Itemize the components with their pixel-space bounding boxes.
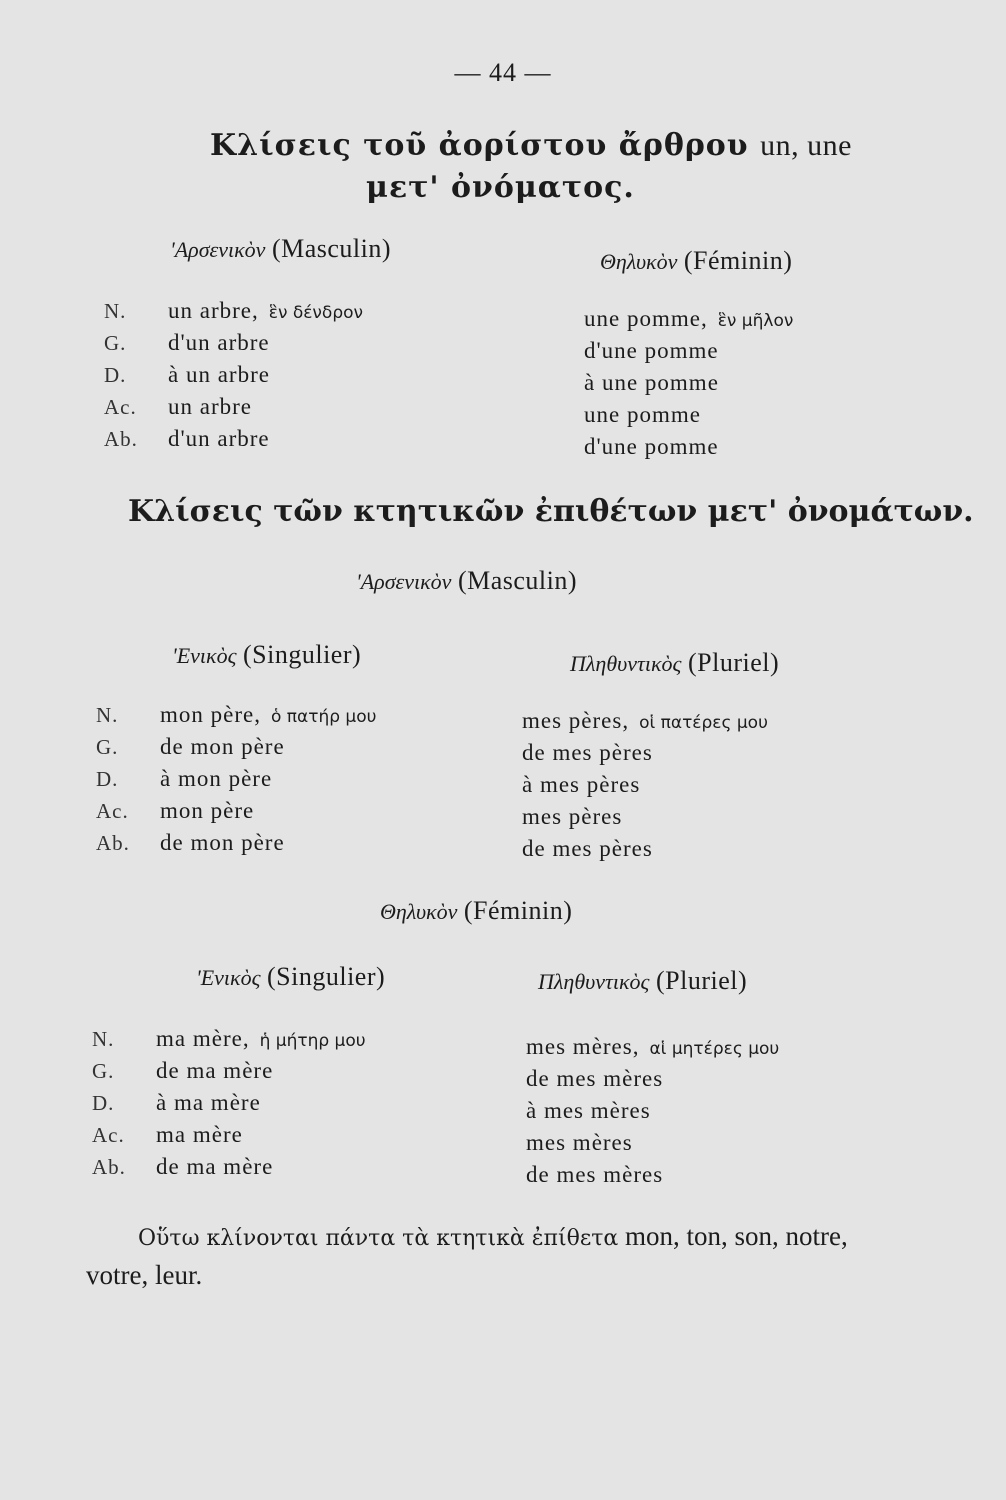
declension-form: mes mères (526, 1130, 633, 1155)
case-label: N. (104, 299, 127, 323)
masc-singular-table (96, 702, 376, 862)
declension-form: mes pères (522, 804, 623, 829)
header-latin: (Singulier) (243, 640, 362, 669)
header-latin: (Singulier) (267, 962, 386, 991)
table-row (96, 734, 376, 766)
declension-form: de ma mère (156, 1058, 274, 1083)
declension-form: d'une pomme (584, 434, 719, 459)
header-greek: Πληθυντικὸς (538, 969, 650, 994)
declension-form: à ma mère (156, 1090, 261, 1115)
table-row (92, 1026, 366, 1058)
masc-plural-header (570, 648, 779, 678)
header-greek: Πληθυντικὸς (570, 651, 682, 676)
declension-form: à un arbre (168, 362, 270, 387)
fem-plural-table (526, 1034, 779, 1194)
greek-translation: ἡ μήτηρ μου (259, 1031, 366, 1051)
footer-note (86, 1218, 916, 1293)
declension-form: une pomme (584, 402, 701, 427)
section1-feminine-table (584, 306, 793, 466)
fem-plural-header (538, 966, 747, 996)
table-row (584, 370, 793, 402)
masc-singular-header (172, 640, 361, 670)
table-row (92, 1154, 366, 1186)
case-label: G. (96, 735, 119, 759)
table-row (522, 740, 768, 772)
table-row (104, 394, 363, 426)
declension-form: de mes mères (526, 1162, 664, 1187)
declension-form: d'un arbre (168, 330, 270, 355)
case-label: D. (92, 1091, 115, 1115)
table-row (526, 1162, 779, 1194)
declension-form: à une pomme (584, 370, 719, 395)
declension-form: à mes pères (522, 772, 641, 797)
table-row (92, 1090, 366, 1122)
section1-title-line2: μετ' ὀνόματος. (366, 170, 635, 205)
case-label: Ac. (104, 395, 137, 419)
table-row (92, 1122, 366, 1154)
declension-form: mes mères, (526, 1034, 640, 1059)
declension-form: ma mère (156, 1122, 243, 1147)
table-row (522, 708, 768, 740)
table-row (526, 1098, 779, 1130)
case-label: Ac. (96, 799, 129, 823)
declension-form: à mon père (160, 766, 273, 791)
declension-form: de mon père (160, 734, 285, 759)
case-label: G. (92, 1059, 115, 1083)
table-row (584, 434, 793, 466)
declension-form: d'un arbre (168, 426, 270, 451)
table-row (522, 804, 768, 836)
table-row (584, 338, 793, 370)
declension-form: de mes pères (522, 836, 653, 861)
table-row (526, 1066, 779, 1098)
declension-form: un arbre (168, 394, 252, 419)
case-label: Ab. (96, 831, 130, 855)
section1-title-greek: Κλίσεις τοῦ ἀορίστου ἄρθρου (210, 128, 749, 163)
table-row (96, 830, 376, 862)
section2-feminine-header (380, 896, 572, 926)
declension-form: de mes pères (522, 740, 653, 765)
table-row (584, 306, 793, 338)
table-row (96, 798, 376, 830)
greek-translation: ἓν μῆλον (717, 311, 794, 331)
table-row (526, 1034, 779, 1066)
header-greek: 'Ενικὸς (196, 965, 261, 990)
case-label: Ab. (92, 1155, 126, 1179)
section2-title: Κλίσεις τῶν κτητικῶν ἐπιθέτων μετ' ὀνομάτων. (128, 494, 974, 529)
header-greek: Θηλυκὸν (380, 899, 458, 924)
header-latin: (Pluriel) (687, 648, 780, 677)
table-row (526, 1130, 779, 1162)
declension-form: un arbre, (168, 298, 259, 323)
declension-form: mon père, (160, 702, 261, 727)
greek-translation: ἓν δένδρον (268, 303, 364, 323)
case-label: D. (104, 363, 127, 387)
header-latin: (Féminin) (683, 246, 793, 275)
fem-singular-header (196, 962, 385, 992)
header-greek: 'Αρσενικὸν (356, 569, 452, 594)
header-greek: 'Αρσενικὸν (170, 237, 266, 262)
header-latin: (Féminin) (463, 896, 573, 925)
header-greek: Θηλυκὸν (600, 249, 678, 274)
greek-translation: αἱ μητέρες μου (649, 1039, 780, 1059)
header-greek: 'Ενικὸς (172, 643, 237, 668)
declension-form: mon père (160, 798, 255, 823)
masc-plural-table (522, 708, 768, 868)
declension-form: de mes mères (526, 1066, 664, 1091)
section1-title-french: un, une (760, 129, 852, 162)
declension-form: d'une pomme (584, 338, 719, 363)
section1-masculine-table (104, 298, 363, 458)
declension-form: de mon père (160, 830, 285, 855)
table-row (104, 426, 363, 458)
header-latin: (Masculin) (457, 566, 578, 595)
greek-translation: οἱ πατέρες μου (639, 713, 768, 733)
section1-masculine-header (170, 234, 391, 264)
footer-french: mon, ton, son, notre, votre, leur. (86, 1221, 848, 1290)
table-row (584, 402, 793, 434)
footer-greek: Οὕτω κλίνονται πάντα τὰ κτητικὰ ἐπίθετα (138, 1226, 619, 1251)
section2-masculine-header (356, 566, 577, 596)
declension-form: à mes mères (526, 1098, 651, 1123)
table-row (96, 702, 376, 734)
header-latin: (Masculin) (271, 234, 392, 263)
section1-title (210, 128, 852, 163)
table-row (522, 836, 768, 868)
table-row (96, 766, 376, 798)
table-row (92, 1058, 366, 1090)
case-label: Ac. (92, 1123, 125, 1147)
page-number: — 44 — (454, 58, 552, 87)
case-label: G. (104, 331, 127, 355)
case-label: N. (96, 703, 119, 727)
table-row (104, 362, 363, 394)
greek-translation: ὁ πατήρ μου (270, 707, 377, 727)
table-row (104, 330, 363, 362)
header-latin: (Pluriel) (655, 966, 748, 995)
case-label: Ab. (104, 427, 138, 451)
section1-feminine-header (600, 246, 792, 276)
case-label: D. (96, 767, 119, 791)
table-row (104, 298, 363, 330)
fem-singular-table (92, 1026, 366, 1186)
declension-form: une pomme, (584, 306, 708, 331)
declension-form: ma mère, (156, 1026, 250, 1051)
declension-form: de ma mère (156, 1154, 274, 1179)
table-row (522, 772, 768, 804)
case-label: N. (92, 1027, 115, 1051)
declension-form: mes pères, (522, 708, 630, 733)
